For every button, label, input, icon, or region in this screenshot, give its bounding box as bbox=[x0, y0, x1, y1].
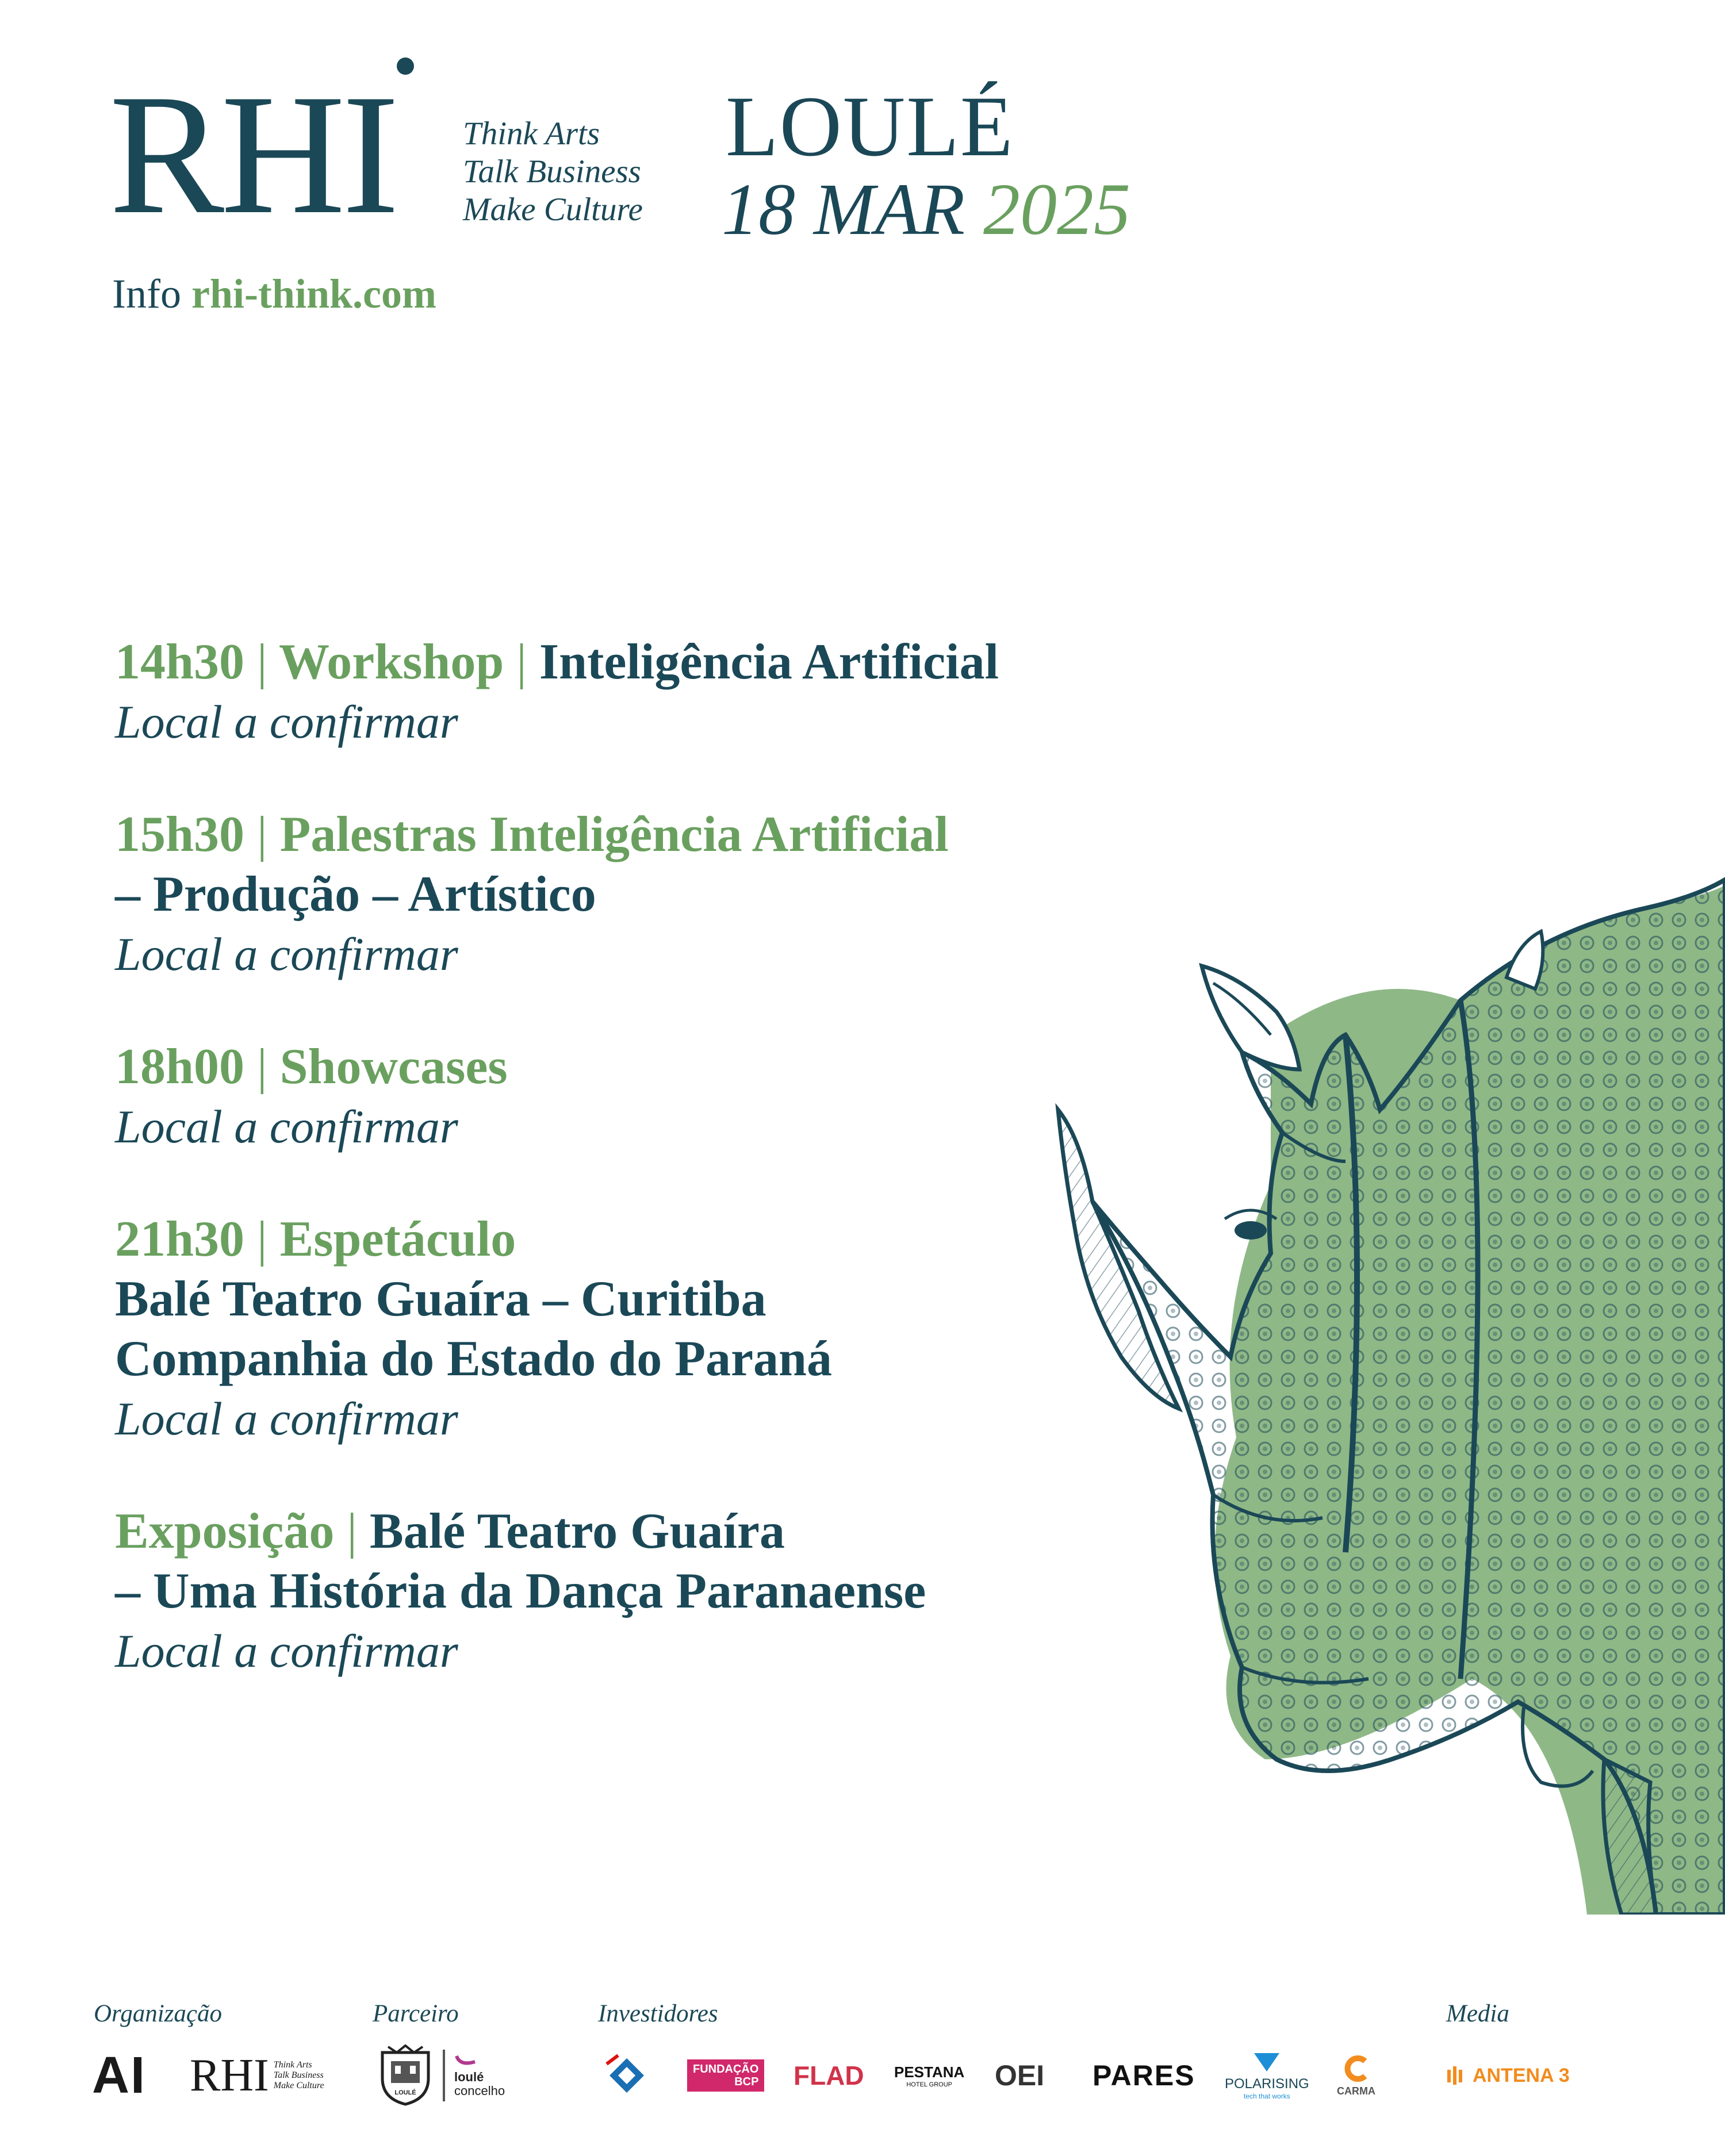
event-venue: Local a confirmar bbox=[115, 1100, 458, 1153]
rhi-logo bbox=[109, 59, 396, 250]
program-list bbox=[115, 632, 1150, 1734]
separator: | bbox=[256, 1211, 267, 1267]
ai-logo-text: AI bbox=[92, 2046, 146, 2104]
footer-label-investidores: Investidores bbox=[598, 2000, 718, 2027]
concelho-text: concelho bbox=[454, 2083, 505, 2098]
carma-logo bbox=[1337, 2047, 1375, 2104]
program-item bbox=[115, 1210, 1150, 1449]
oei-text: OEI bbox=[995, 2059, 1045, 2092]
event-time: 14h30 bbox=[115, 634, 244, 690]
rhi-tagline bbox=[463, 115, 643, 229]
rhi-logo-text: RHI bbox=[109, 59, 396, 250]
rhino-illustration bbox=[1023, 862, 1725, 1915]
separator: | bbox=[256, 1039, 267, 1095]
event-subtitle: – Produção – Artístico bbox=[115, 866, 596, 922]
info-label: Info bbox=[112, 271, 181, 317]
event-venue: Local a confirmar bbox=[115, 1625, 458, 1677]
program-item-heading bbox=[115, 805, 1150, 865]
polarising-sub-text: tech that works bbox=[1244, 2092, 1290, 2100]
flad-text: FLAD bbox=[793, 2061, 864, 2090]
tagline-line: Talk Business bbox=[463, 154, 641, 190]
event-time: 18h00 bbox=[115, 1039, 244, 1095]
flad-logo bbox=[793, 2047, 864, 2104]
cgd-logo bbox=[604, 2047, 650, 2104]
loule-text: loulé bbox=[454, 2069, 484, 2084]
rhi-small-tagline-line: Talk Business bbox=[273, 2070, 324, 2080]
antena3-text: ANTENA 3 bbox=[1473, 2064, 1570, 2086]
info-line bbox=[112, 270, 436, 318]
footer-label-media: Media bbox=[1446, 2000, 1509, 2027]
pestana-logo bbox=[894, 2047, 964, 2104]
separator: | bbox=[256, 807, 267, 862]
fundacao-sub-text: BCP bbox=[734, 2076, 759, 2088]
event-venue: Local a confirmar bbox=[115, 696, 458, 748]
event-category: Espetáculo bbox=[279, 1211, 516, 1267]
event-title: Inteligência Artificial bbox=[539, 634, 999, 690]
event-category: Exposição bbox=[115, 1503, 335, 1559]
footer-label-organizacao: Organização bbox=[94, 2000, 222, 2027]
program-item-heading bbox=[115, 1037, 1150, 1097]
antena3-logo bbox=[1446, 2047, 1570, 2104]
rhi-small-logo bbox=[190, 2047, 324, 2104]
event-detail-line: Companhia do Estado do Paraná bbox=[115, 1331, 832, 1387]
footer-label-parceiro: Parceiro bbox=[373, 2000, 459, 2027]
rhi-small-tagline-line: Think Arts bbox=[273, 2060, 312, 2070]
event-detail-line: Balé Teatro Guaíra – Curitiba bbox=[115, 1271, 766, 1327]
event-date bbox=[722, 168, 1130, 250]
event-category: Workshop bbox=[279, 634, 504, 690]
loule-crest-logo bbox=[377, 2047, 434, 2104]
fundacao-text: FUNDAÇÃO bbox=[693, 2063, 759, 2076]
partner-divider bbox=[443, 2050, 445, 2101]
program-item-heading bbox=[115, 1210, 1150, 1269]
polarising-text: POLARISING bbox=[1225, 2076, 1309, 2092]
loule-swoosh-icon bbox=[454, 2054, 477, 2067]
pares-logo bbox=[1092, 2047, 1195, 2104]
polarising-icon bbox=[1249, 2051, 1284, 2074]
event-title: Balé Teatro Guaíra bbox=[370, 1503, 785, 1559]
event-time: 15h30 bbox=[115, 807, 244, 862]
polarising-logo bbox=[1225, 2047, 1309, 2104]
rhi-small-tagline-line: Make Culture bbox=[273, 2081, 324, 2090]
program-item bbox=[115, 632, 1150, 752]
program-item-heading bbox=[115, 632, 1150, 692]
cgd-icon bbox=[604, 2053, 650, 2099]
pestana-text: PESTANA bbox=[894, 2063, 965, 2081]
program-item bbox=[115, 1037, 1150, 1157]
info-url-link[interactable]: rhi-think.com bbox=[191, 271, 436, 317]
loule-concelho-logo bbox=[454, 2047, 505, 2104]
crest-text: LOULÉ bbox=[394, 2089, 416, 2096]
program-item bbox=[115, 1502, 1150, 1681]
separator: | bbox=[256, 634, 267, 690]
tagline-line: Make Culture bbox=[463, 191, 643, 228]
separator: | bbox=[516, 634, 527, 690]
event-venue: Local a confirmar bbox=[115, 1392, 458, 1445]
ai-logo bbox=[92, 2047, 146, 2104]
tagline-line: Think Arts bbox=[463, 116, 600, 152]
program-item-heading bbox=[115, 1502, 1150, 1562]
pares-text: PARES bbox=[1092, 2059, 1195, 2092]
event-subtitle: – Uma História da Dança Paranaense bbox=[115, 1563, 926, 1619]
event-category: Palestras Inteligência Artificial bbox=[279, 807, 949, 862]
event-category: Showcases bbox=[279, 1039, 508, 1095]
separator: | bbox=[347, 1503, 358, 1559]
event-time: 21h30 bbox=[115, 1211, 244, 1267]
rhi-small-logo-text: RHI bbox=[190, 2050, 269, 2101]
crest-icon bbox=[377, 2044, 434, 2107]
event-venue: Local a confirmar bbox=[115, 928, 458, 980]
carma-text: CARMA bbox=[1337, 2085, 1375, 2097]
fundacao-bcp-logo bbox=[687, 2047, 764, 2104]
antena3-icon bbox=[1446, 2064, 1469, 2087]
date-day-month: 18 MAR bbox=[722, 168, 965, 250]
rhi-logo-dot bbox=[397, 57, 414, 75]
date-year: 2025 bbox=[983, 168, 1130, 250]
carma-icon bbox=[1342, 2054, 1371, 2083]
event-city: LOULÉ bbox=[726, 79, 1014, 174]
program-item bbox=[115, 805, 1150, 984]
oei-logo bbox=[995, 2047, 1044, 2104]
pestana-sub-text: HOTEL GROUP bbox=[906, 2081, 952, 2088]
rhi-small-tagline bbox=[274, 2060, 324, 2091]
